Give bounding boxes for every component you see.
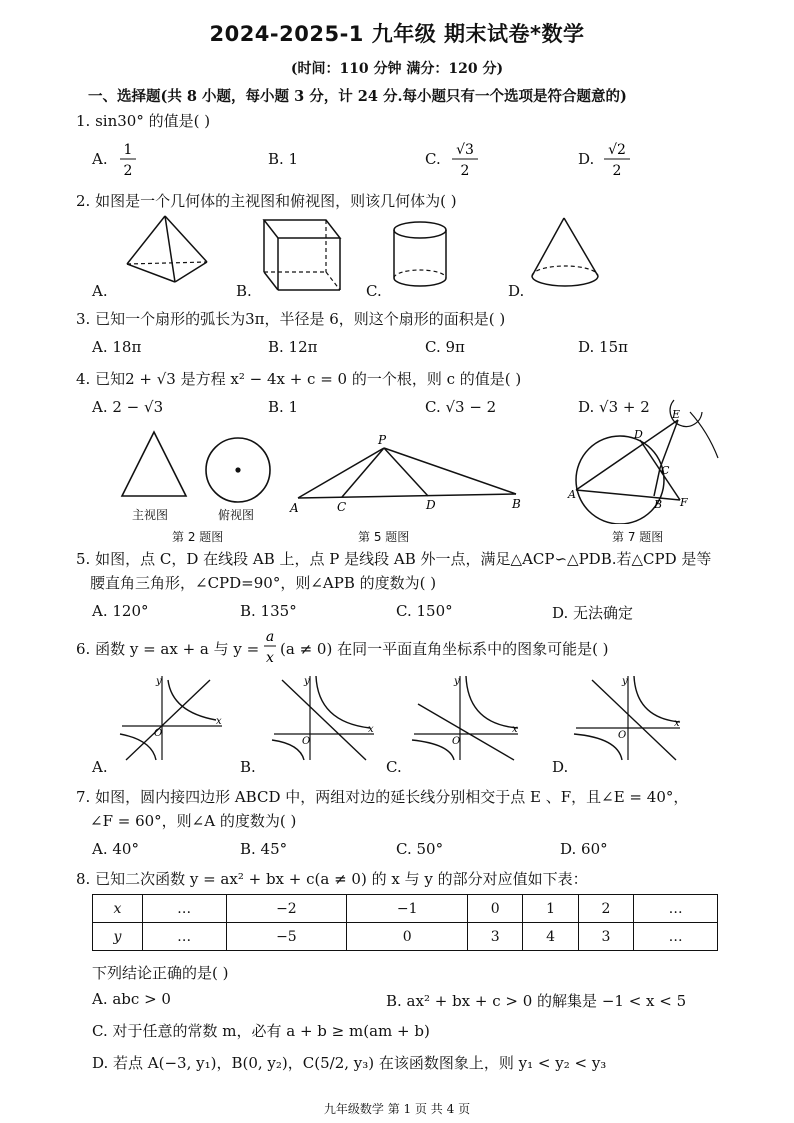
fig7-diagram [562, 392, 722, 524]
q6-fraction [262, 626, 278, 668]
question-2-stem: 2. 如图是一个几何体的主视图和俯视图，则该几何体为( ) [76, 192, 457, 210]
table-cell: 2 [578, 895, 633, 923]
table-cell: 1 [523, 895, 578, 923]
question-1-stem: 1. sin30° 的值是( ) [76, 112, 211, 130]
q6c-axis-x: x [512, 724, 518, 735]
q6a-axis-y: y [156, 676, 162, 687]
q2-option-d-cone [526, 214, 606, 294]
q6-option-b: B. [240, 758, 256, 776]
q4-option-b: B. 1 [268, 398, 299, 416]
question-6-post: (a ≠ 0) 在同一平面直角坐标系中的图象可能是( ) [280, 640, 609, 658]
table-cell: −2 [226, 895, 347, 923]
question-3-stem: 3. 已知一个扇形的弧长为3π，半径是 6，则这个扇形的面积是( ) [76, 310, 506, 328]
question-8-stem: 8. 已知二次函数 y = ax² + bx + c(a ≠ 0) 的 x 与 y 的部分对应值如下表： [76, 870, 588, 888]
q1-d-denominator: 2 [612, 163, 622, 179]
q8-prompt: 下列结论正确的是( ) [92, 964, 229, 982]
q2-option-c-cylinder [390, 218, 450, 293]
fig7-label-b: B [654, 498, 663, 511]
q4-option-d: D. √3 + 2 [578, 398, 650, 416]
fig7-label-a: A [568, 488, 576, 501]
q6-graph-a [118, 672, 228, 764]
fig2-front-view-caption: 主视图 [132, 508, 169, 522]
q6-option-a: A. [92, 758, 108, 776]
q1-option-c-fraction [450, 138, 480, 180]
q4-option-c: C. √3 − 2 [425, 398, 497, 416]
question-5-line1: 5. 如图，点 C，D 在线段 AB 上，点 P 是线段 AB 外一点，满足△ACP∽△PDB.若△CPD 是等 [76, 550, 712, 568]
q3-option-b: B. 12π [268, 338, 318, 356]
q6a-axis-x: x [216, 716, 222, 727]
q8-option-a: A. abc > 0 [92, 990, 171, 1008]
fig7-caption: 第 7 题图 [612, 530, 664, 544]
q6-option-d: D. [552, 758, 569, 776]
fig2-top-view-circle [202, 434, 274, 506]
q6d-axis-x: x [674, 718, 680, 729]
q5-option-b: B. 135° [240, 602, 297, 620]
fig5-label-d: D [426, 498, 436, 512]
fig5-label-a: A [290, 501, 299, 515]
q1-option-a-fraction [118, 138, 138, 180]
question-6-pre: 6. 函数 y = ax + a 与 y = [76, 640, 260, 658]
table-cell: … [142, 923, 226, 951]
q2-option-c: C. [366, 282, 382, 300]
q5-option-d: D. 无法确定 [552, 604, 634, 622]
q3-option-c: C. 9π [425, 338, 465, 356]
q6a-origin: O [154, 728, 163, 739]
table-cell: 3 [578, 923, 633, 951]
question-4-stem: 4. 已知2 + √3 是方程 x² − 4x + c = 0 的一个根，则 c 的值是( ) [76, 370, 522, 388]
q2-option-a-pyramid [115, 212, 215, 287]
fig7-label-f: F [680, 496, 688, 509]
table-cell: −1 [347, 895, 468, 923]
q6-option-c: C. [386, 758, 402, 776]
fig7-label-c: C [661, 464, 670, 477]
q1-option-d-label: D. [578, 150, 595, 168]
fig5-label-b: B [512, 497, 521, 511]
q6b-axis-y: y [304, 676, 310, 687]
table-cell: 4 [523, 923, 578, 951]
q8-value-table [92, 894, 718, 951]
q1-c-numerator: √3 [456, 142, 474, 158]
q1-option-d-fraction [602, 138, 632, 180]
q6-graph-c [410, 672, 525, 764]
q1-a-denominator: 2 [123, 163, 133, 179]
exam-title: 2024-2025-1 九年级 期末试卷*数学 [209, 22, 585, 46]
table-cell: y [93, 923, 143, 951]
q7-option-a: A. 40° [92, 840, 139, 858]
q6d-origin: O [618, 730, 627, 741]
q6-graph-b [270, 672, 380, 764]
fig7-label-e: E [672, 408, 681, 421]
q2-option-a: A. [92, 282, 108, 300]
page-footer: 九年级数学 第 1 页 共 4 页 [323, 1102, 471, 1116]
fig5-caption: 第 5 题图 [358, 530, 410, 544]
table-cell: x [93, 895, 143, 923]
q3-option-a: A. 18π [92, 338, 142, 356]
table-cell: … [142, 895, 226, 923]
q1-option-b: B. 1 [268, 150, 299, 168]
q2-option-b: B. [236, 282, 252, 300]
q1-option-a-label: A. [92, 150, 108, 168]
q6-graph-d [572, 672, 687, 764]
q8-option-b: B. ax² + bx + c > 0 的解集是 −1 < x < 5 [386, 992, 687, 1010]
q6c-origin: O [452, 736, 461, 747]
fig2-caption: 第 2 题图 [172, 530, 224, 544]
fig5-label-p: P [378, 433, 387, 447]
q7-option-d: D. 60° [560, 840, 608, 858]
table-cell: 3 [468, 923, 523, 951]
q7-option-b: B. 45° [240, 840, 288, 858]
q2-option-d: D. [508, 282, 525, 300]
q1-c-denominator: 2 [460, 163, 470, 179]
q6b-axis-x: x [368, 724, 374, 735]
q6b-origin: O [302, 736, 311, 747]
question-7-line2: ∠F = 60°，则∠A 的度数为( ) [90, 812, 297, 830]
q5-option-a: A. 120° [92, 602, 149, 620]
table-cell: −5 [226, 923, 347, 951]
fig2-top-view-caption: 俯视图 [218, 508, 255, 522]
exam-subtitle: (时间：110 分钟 满分：120 分) [290, 61, 504, 77]
q2-option-b-prism [256, 212, 346, 294]
table-cell: 0 [347, 923, 468, 951]
table-cell: 0 [468, 895, 523, 923]
q6-frac-den: x [266, 650, 274, 666]
q1-option-c-label: C. [425, 150, 441, 168]
table-cell: … [634, 895, 718, 923]
q8-option-c: C. 对于任意的常数 m，必有 a + b ≥ m(am + b) [92, 1022, 430, 1040]
question-5-line2: 腰直角三角形，∠CPD=90°，则∠APB 的度数为( ) [90, 574, 437, 592]
q1-d-numerator: √2 [608, 142, 626, 158]
q4-option-a: A. 2 − √3 [92, 398, 164, 416]
table-cell: … [634, 923, 718, 951]
q6d-axis-y: y [622, 676, 628, 687]
question-7-line1: 7. 如图，圆内接四边形 ABCD 中，两组对边的延长线分别相交于点 E 、F，且∠E = 40°， [76, 788, 689, 806]
fig7-label-d: D [634, 428, 643, 441]
fig2-front-view-triangle [118, 428, 190, 500]
q5-option-c: C. 150° [396, 602, 453, 620]
q6c-axis-y: y [454, 676, 460, 687]
q8-option-d: D. 若点 A(−3, y₁)，B(0, y₂)，C(5/2, y₃) 在该函数图象上，则 y₁ < y₂ < y₃ [92, 1054, 607, 1072]
section-heading: 一、选择题(共 8 小题，每小题 3 分，计 24 分.每小题只有一个选项是符合题意的) [88, 88, 627, 105]
q1-a-numerator: 1 [123, 142, 133, 158]
table-row-y [93, 923, 718, 951]
fig5-label-c: C [337, 500, 347, 514]
q6-frac-num: a [265, 629, 275, 645]
q3-option-d: D. 15π [578, 338, 628, 356]
table-row-x [93, 895, 718, 923]
q7-option-c: C. 50° [396, 840, 444, 858]
fig5-diagram [288, 428, 528, 516]
